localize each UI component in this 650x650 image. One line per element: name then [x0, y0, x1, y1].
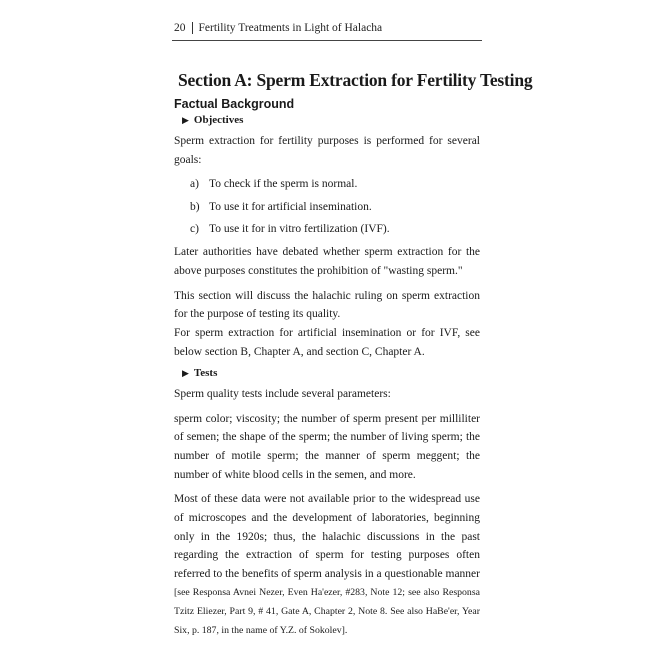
- history-paragraph: [174, 490, 480, 639]
- triangle-right-icon: ▶: [182, 114, 189, 125]
- citation: [see Responsa Avnei Nezer, Even Ha'ezer, #283, Note 12; see also Responsa Tzitz Eliezer, Part 9, # 41, Gate A, Chapter 2, Note 8. See also HaBe'er, Year Six, p. 187, in the name of Y.Z. of Sokolev].: [174, 587, 480, 636]
- page-content: [174, 70, 533, 645]
- objectives-list: [190, 175, 480, 238]
- cross-reference-paragraph: For sperm extraction for artificial insemination or for IVF, see below section B, Chapter A, and section C, Chapter A.: [174, 326, 480, 358]
- objectives-heading: [182, 114, 480, 126]
- list-item-text: To use it for in vitro fertilization (IVF).: [209, 223, 390, 236]
- objectives-heading-label: Objectives: [193, 114, 244, 126]
- subheading: Factual Background: [174, 97, 295, 111]
- tests-heading: [182, 367, 480, 379]
- section-scope-paragraph: This section will discuss the halachic ruling on sperm extraction for the purpose of testing its quality.: [174, 289, 480, 321]
- tests-parameters: sperm color; viscosity; the number of sperm present per milliliter of semen; the shape of the sperm; the number of living sperm; the number of motile sperm; the manner of sperm meggent; the number of white blood cells in the semen, and more.: [174, 412, 480, 481]
- triangle-right-icon: ▶: [182, 367, 189, 378]
- book-title: Fertility Treatments in Light of Halacha: [198, 22, 383, 34]
- tests-heading-label: Tests: [193, 367, 218, 380]
- list-item-text: To check if the sperm is normal.: [209, 178, 358, 191]
- section-title: Section A: Sperm Extraction for Fertility Testing: [178, 70, 533, 90]
- objectives-intro: Sperm extraction for fertility purposes is performed for several goals:: [174, 135, 480, 166]
- list-marker: a): [190, 178, 199, 191]
- list-marker: c): [190, 223, 199, 236]
- list-item: [190, 220, 480, 238]
- header-separator: [192, 22, 193, 34]
- list-item: [190, 198, 480, 216]
- tests-intro: Sperm quality tests include several parameters:: [174, 388, 391, 401]
- debate-paragraph: Later authorities have debated whether sperm extraction for the above purposes constitutes the prohibition of "wasting sperm.": [174, 246, 480, 278]
- list-item: [190, 175, 480, 193]
- list-marker: b): [190, 200, 200, 213]
- page-number: 20: [174, 22, 186, 34]
- header-rule: [172, 40, 482, 41]
- running-head: [174, 22, 382, 34]
- list-item-text: To use it for artificial insemination.: [209, 200, 372, 213]
- history-text: Most of these data were not available prior to the widespread use of microscopes and the development of laboratories, beginning only in the 1920s; thus, the halachic discussions in the past regarding the extraction of sperm for testing purposes often referred to the benefits of sperm analysis in a questionable manner: [174, 493, 480, 580]
